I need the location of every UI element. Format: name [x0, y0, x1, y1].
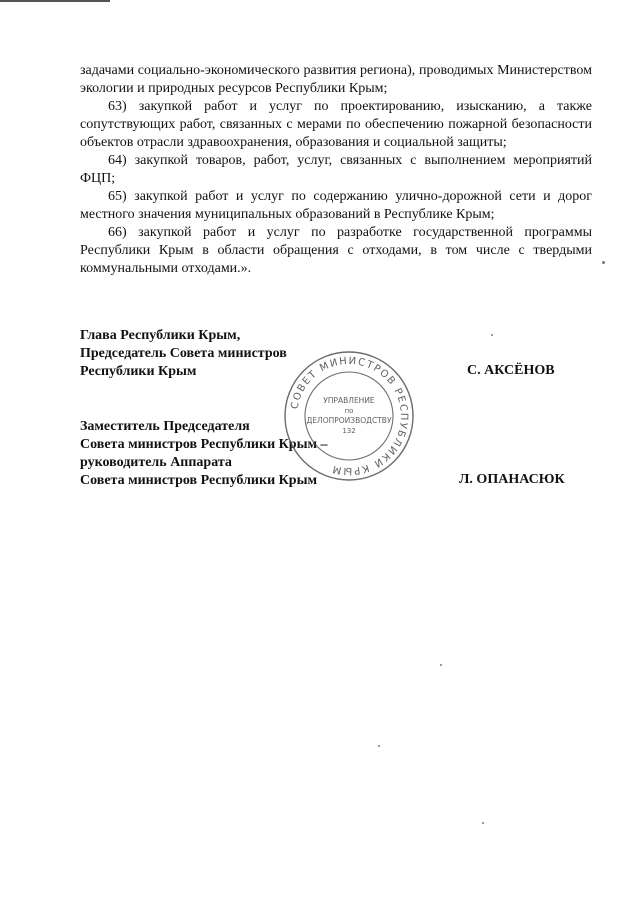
scan-speck [482, 822, 484, 824]
signer-title-line: руководитель Аппарата [80, 455, 232, 470]
scan-speck [602, 261, 605, 264]
signer-title-line: Республики Крым [80, 364, 197, 379]
paragraph-64: 64) закупкой товаров, работ, услуг, связанных с выполнением мероприятий ФЦП; [80, 153, 592, 186]
stamp-line: по [344, 407, 354, 415]
scan-speck [440, 664, 442, 666]
signer-title-line: Заместитель Председателя [80, 419, 250, 434]
stamp-line: ДЕЛОПРОИЗВОДСТВУ [306, 416, 392, 425]
stamp-line: УПРАВЛЕНИЕ [323, 396, 375, 405]
official-stamp [282, 349, 416, 483]
signer-title-line: Глава Республики Крым, [80, 328, 241, 343]
stamp-ring-text: СОВЕТ МИНИСТРОВ РЕСПУБЛИКИ КРЫМ [289, 355, 410, 477]
signer-title-line: Председатель Совета министров [80, 346, 287, 361]
paragraph-66: 66) закупкой работ и услуг по разработке государственной программы Республики Крым в области обращения с отходами, в том числе с твердыми коммунальными отходами.». [80, 225, 592, 276]
signer-title-line: Совета министров Республики Крым [80, 473, 318, 488]
paragraph-continuation: задачами социально-экономического развития региона), проводимых Министерством экологии и природных ресурсов Республики Крым; [80, 63, 592, 96]
paragraph-65: 65) закупкой работ и услуг по содержанию улично-дорожной сети и дорог местного значения муниципальных образований в Республике Крым; [80, 189, 592, 222]
document-body [80, 62, 592, 278]
scan-speck [491, 334, 493, 336]
signature-block-head [80, 327, 287, 381]
top-edge-line [0, 0, 110, 2]
paragraph-63: 63) закупкой работ и услуг по проектированию, изысканию, а также сопутствующих работ, связанных с мерами по обеспечению пожарной безопасности объектов отрасли здравоохранения, образования и социальной защиты; [80, 99, 592, 150]
signer-title-line: Совета министров Республики Крым – [80, 437, 328, 452]
scan-speck [378, 745, 380, 747]
signer-name-deputy: Л. ОПАНАСЮК [459, 472, 565, 487]
signer-name-head: С. АКСЁНОВ [467, 363, 555, 378]
stamp-line: 132 [342, 427, 356, 435]
